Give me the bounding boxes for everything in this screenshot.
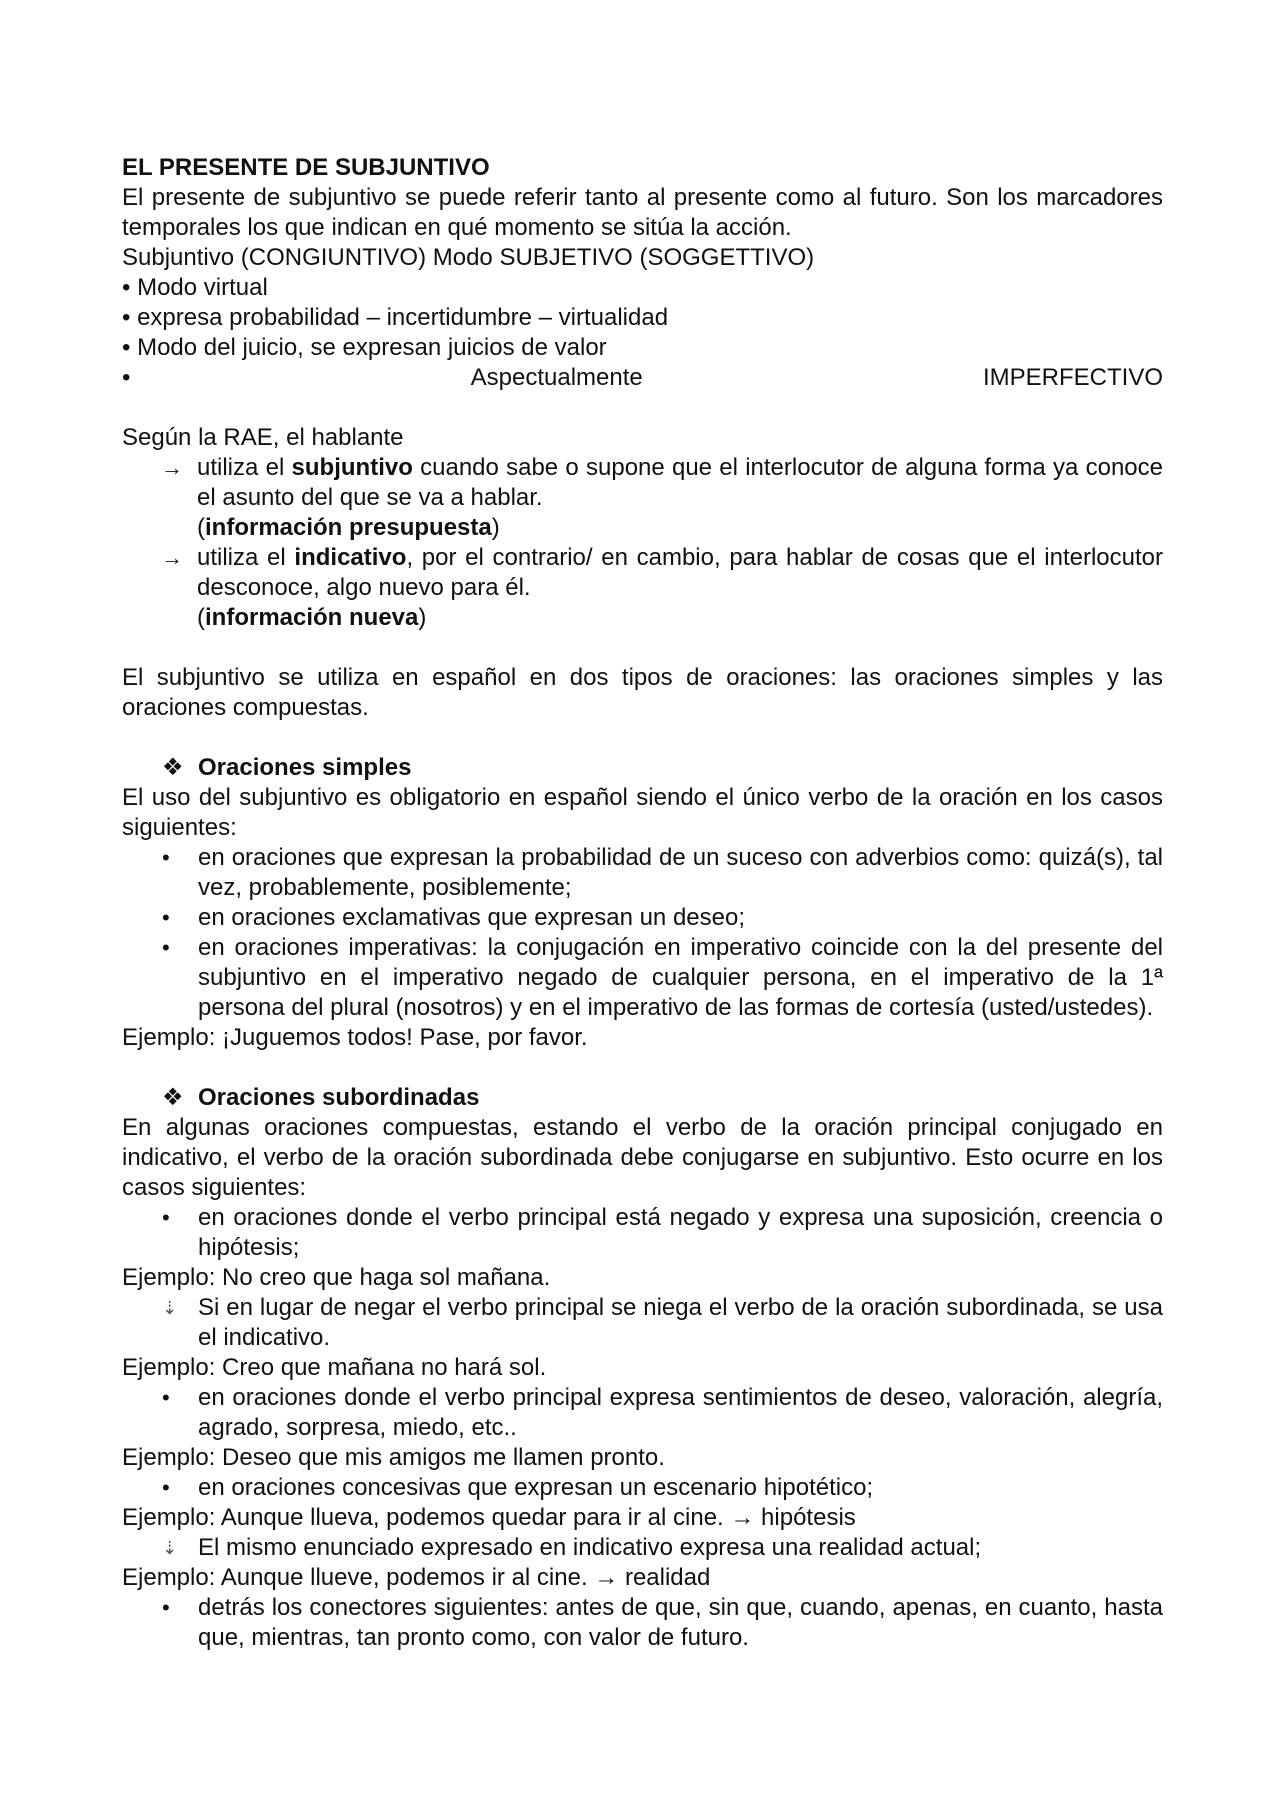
arrow-down-icon: ⇣ [162, 1538, 178, 1558]
example-line: Ejemplo: ¡Juguemos todos! Pase, por favor. [122, 1024, 588, 1051]
rae-item-subjuntivo: → utiliza el subjuntivo cuando sabe o supone que el interlocutor de alguna forma ya conoce el asunto del que se va a hablar. (información presupuesta) [161, 454, 1164, 541]
section-heading-simples: ❖ Oraciones simples [162, 754, 412, 781]
aspect-label: Aspectualmente [470, 364, 643, 391]
rae-intro: Según la RAE, el hablante [122, 424, 404, 451]
bullet-icon: • [162, 1205, 170, 1230]
bullet-icon: • [122, 304, 131, 331]
arrow-right-icon: → [161, 455, 183, 480]
list-item: • en oraciones que expresan la probabilidad de un suceso con adverbios como: quizá(s), tal vez, probablemente, posiblemente; [162, 844, 1163, 901]
dot-item: • expresa probabilidad – incertidumbre – virtualidad [122, 304, 669, 331]
dot-item: • Modo del juicio, se expresan juicios de valor [122, 334, 607, 361]
bullet-icon: • [162, 905, 170, 930]
aspect-line [122, 363, 1163, 393]
note-item: ⇣ Si en lugar de negar el verbo principal se niega el verbo de la oración subordinada, se usa el indicativo. [162, 1294, 1163, 1351]
bullet-icon: • [162, 935, 170, 960]
bullet-icon: • [162, 1385, 170, 1410]
list-item: • en oraciones exclamativas que expresan un deseo; [162, 904, 746, 931]
simples-intro: El uso del subjuntivo es obligatorio en español siendo el único verbo de la oración en los casos siguientes: [122, 784, 1163, 841]
example-line: Ejemplo: Deseo que mis amigos me llamen pronto. [122, 1444, 665, 1471]
example-line: Ejemplo: Creo que mañana no hará sol. [122, 1354, 547, 1381]
intro-paragraph: El presente de subjuntivo se puede referir tanto al presente como al futuro. Son los marcadores temporales los que indican en qué momento se sitúa la acción. [122, 184, 1163, 241]
document-title: EL PRESENTE DE SUBJUNTIVO [122, 154, 490, 181]
bullet-icon: • [122, 364, 131, 391]
example-line: Ejemplo: No creo que haga sol mañana. [122, 1264, 551, 1291]
list-item: • en oraciones concesivas que expresan un escenario hipotético; [162, 1474, 874, 1501]
subordinadas-intro: En algunas oraciones compuestas, estando el verbo de la oración principal conjugado en indicativo, el verbo de la oración subordinada debe conjugarse en subjuntivo. Esto ocurre en los casos siguientes: [122, 1114, 1163, 1201]
section-heading-subordinadas: ❖ Oraciones subordinadas [162, 1084, 480, 1111]
rae-item-indicativo: → utiliza el indicativo, por el contrario/ en cambio, para hablar de cosas que el interlocutor desconoce, algo nuevo para él. (información nueva) [161, 544, 1163, 631]
bullet-icon: • [122, 334, 131, 361]
dot-item: • Modo virtual [122, 274, 268, 301]
list-item: • en oraciones donde el verbo principal está negado y expresa una suposición, creencia o hipótesis; [162, 1204, 1163, 1261]
aspect-value: IMPERFECTIVO [982, 364, 1163, 391]
bullet-icon: • [162, 1475, 170, 1500]
bullet-icon: • [122, 274, 131, 301]
arrow-down-icon: ⇣ [162, 1298, 178, 1318]
modo-line: Subjuntivo (CONGIUNTIVO) Modo SUBJETIVO (SOGGETTIVO) [122, 244, 815, 271]
document-page [122, 153, 1163, 1653]
bullet-icon: • [162, 845, 170, 870]
example-line: Ejemplo: Aunque llueva, podemos quedar para ir al cine. → hipótesis [122, 1504, 856, 1531]
list-item: • en oraciones imperativas: la conjugación en imperativo coincide con la del presente del subjuntivo en el imperativo negado de cualquier persona, en el imperativo de la 1ª persona del plural (nosotros) y en el imperativo de las formas de cortesía (usted/ustedes). [162, 934, 1163, 1021]
example-line: Ejemplo: Aunque llueve, podemos ir al cine. → realidad [122, 1564, 711, 1591]
tipos-paragraph: El subjuntivo se utiliza en español en dos tipos de oraciones: las oraciones simples y las oraciones compuestas. [122, 664, 1163, 721]
diamond-icon: ❖ [162, 1084, 184, 1111]
arrow-right-icon: → [161, 545, 183, 570]
list-item: • en oraciones donde el verbo principal expresa sentimientos de deseo, valoración, alegría, agrado, sorpresa, miedo, etc.. [162, 1384, 1163, 1441]
bullet-icon: • [162, 1595, 170, 1620]
list-item: • detrás los conectores siguientes: antes de que, sin que, cuando, apenas, en cuanto, hasta que, mientras, tan pronto como, con valor de futuro. [162, 1594, 1163, 1651]
note-item: ⇣ El mismo enunciado expresado en indicativo expresa una realidad actual; [162, 1534, 982, 1561]
diamond-icon: ❖ [162, 754, 184, 781]
